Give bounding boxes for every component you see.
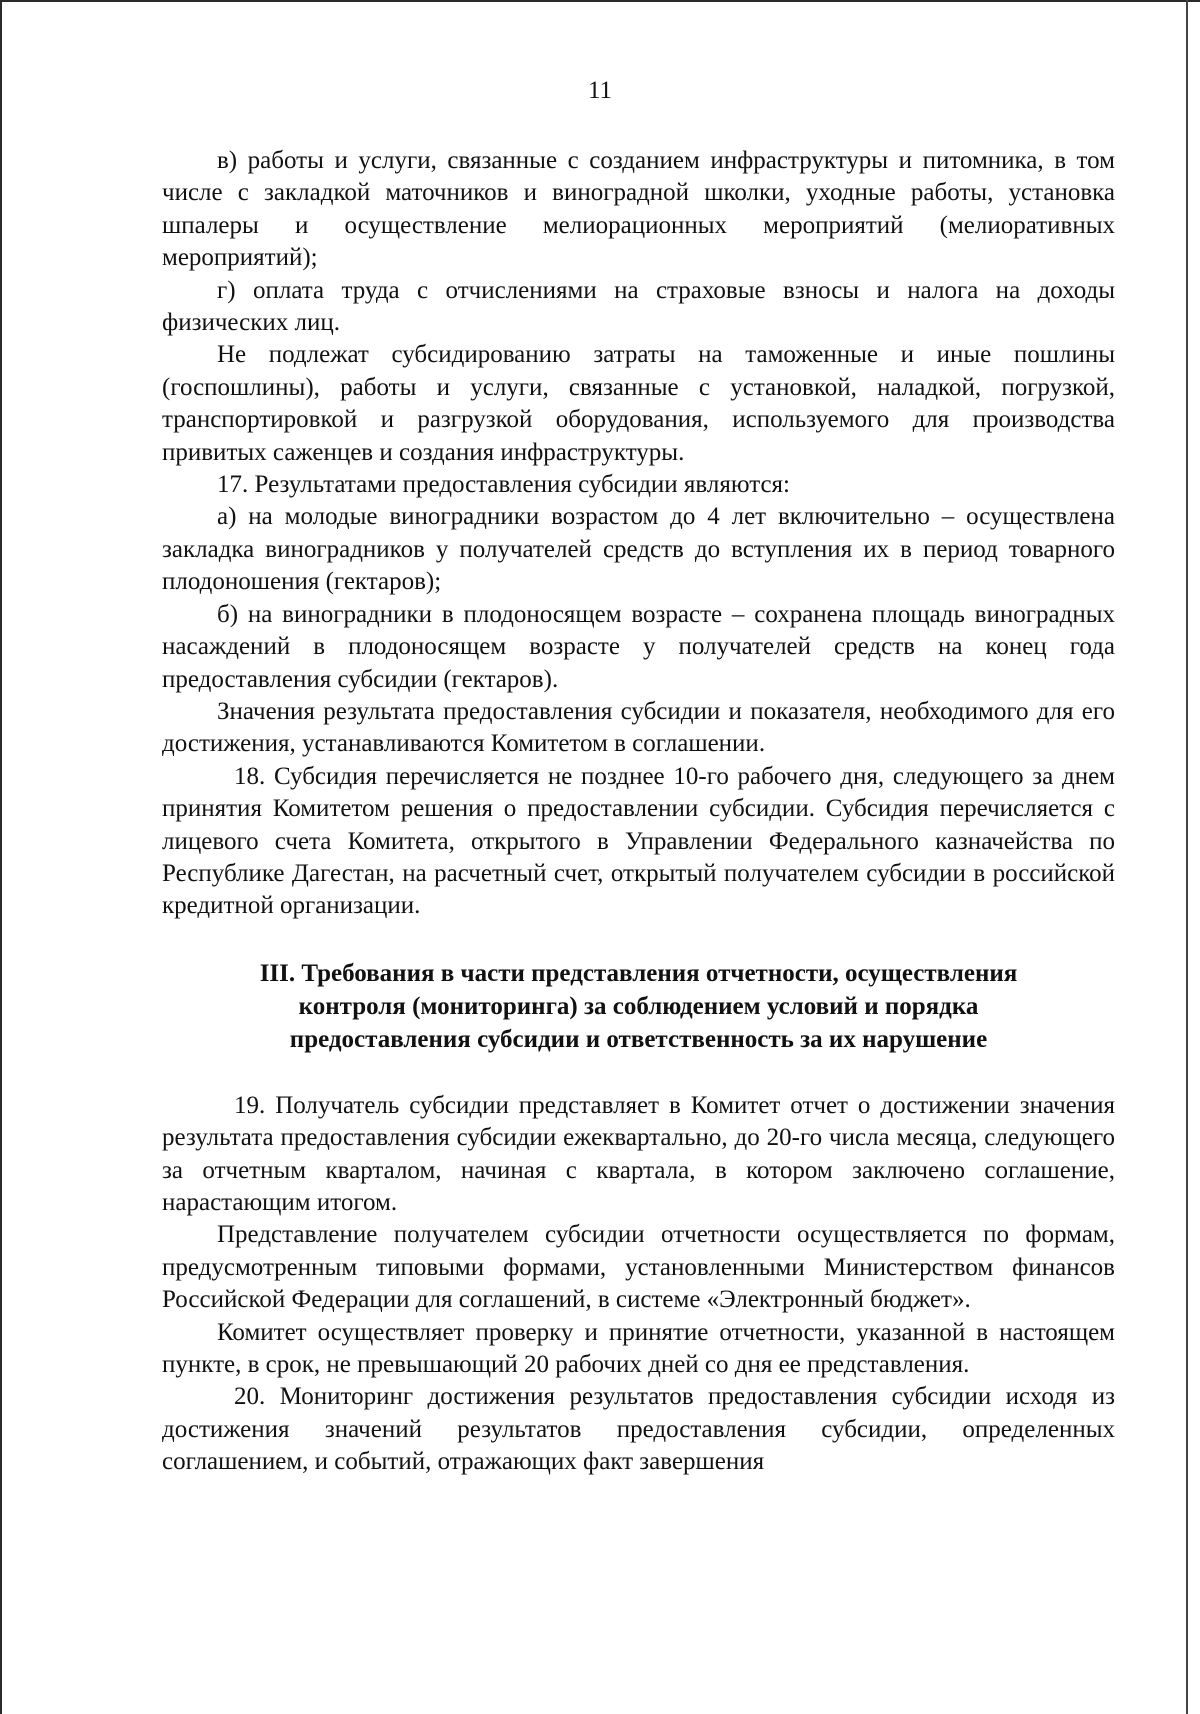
- section-heading: [192, 957, 1085, 1056]
- paragraph: 17. Результатами предоставления субсидии являются:: [217, 471, 790, 499]
- paragraph: г) оплата труда с отчислениями на страховые взносы и налога на доходы физических лиц.: [162, 276, 1115, 337]
- paragraph: Не подлежат субсидированию затраты на таможенные и иные пошлины (госпошлины), работы и услуги, связанные с установкой, наладкой, погрузкой, транспортировкой и разгрузкой оборудования, используемого для производства привитых саженцев и создания инфраструктуры.: [162, 341, 1115, 466]
- section-heading-line-2: контроля (мониторинга) за соблюдением условий и порядка: [298, 992, 979, 1020]
- page-number: 11: [587, 77, 613, 104]
- section-after-heading: [162, 1090, 1115, 1479]
- paragraph: б) на виноградники в плодоносящем возрасте – сохранена площадь виноградных насаждений в плодоносящем возрасте у получателей средств на конец года предоставления субсидии (гектаров).: [162, 600, 1115, 693]
- paragraph: 18. Субсидия перечисляется не позднее 10-го рабочего дня, следующего за днем принятия Комитетом решения о предоставлении субсидии. Субсидия перечисляется с лицевого счета Комитета, открытого в Управлении Федерального казначейства по Республике Дагестан, на расчетный счет, открытый получателем субсидии в российской кредитной организации.: [162, 762, 1115, 920]
- paragraph: в) работы и услуги, связанные с созданием инфраструктуры и питомника, в том числе с закладкой маточников и виноградной школки, уходные работы, установка шпалеры и осуществление мелиорационных мероприятий (мелиоративных мероприятий);: [162, 147, 1115, 272]
- section-heading-line-3: предоставления субсидии и ответственность за их нарушение: [289, 1025, 988, 1053]
- section-heading-line-1: III. Требования в части представления отчетности, осуществления: [259, 959, 1018, 987]
- section-before-heading: [162, 145, 1115, 923]
- document-body: [162, 145, 1115, 1479]
- paragraph: 19. Получатель субсидии представляет в Комитет отчет о достижении значения результата предоставления субсидии ежеквартально, до 20-го числа месяца, следующего за отчетным кварталом, начиная с квартала, в котором заключено соглашение, нарастающим итогом.: [162, 1091, 1115, 1216]
- paragraph: Представление получателем субсидии отчетности осуществляется по формам, предусмотренным типовыми формами, установленными Министерством финансов Российской Федерации для соглашений, в системе «Электронный бюджет».: [162, 1221, 1115, 1314]
- scan-edge-top: [0, 0, 1200, 2]
- paragraph: Значения результата предоставления субсидии и показателя, необходимого для его достижения, устанавливаются Комитетом в соглашении.: [162, 697, 1115, 758]
- paragraph: а) на молодые виноградники возрастом до 4 лет включительно – осуществлена закладка виноградников у получателей средств до вступления их в период товарного плодоношения (гектаров);: [162, 503, 1115, 596]
- scan-edge-right: [1186, 0, 1188, 1714]
- paragraph: 20. Мониторинг достижения результатов предоставления субсидии исходя из достижения значений результатов предоставления субсидии, определенных соглашением, и событий, отражающих факт завершения: [162, 1383, 1115, 1476]
- paragraph: Комитет осуществляет проверку и принятие отчетности, указанной в настоящем пункте, в срок, не превышающий 20 рабочих дней со дня ее представления.: [162, 1318, 1115, 1378]
- scan-edge-left: [0, 0, 2, 1714]
